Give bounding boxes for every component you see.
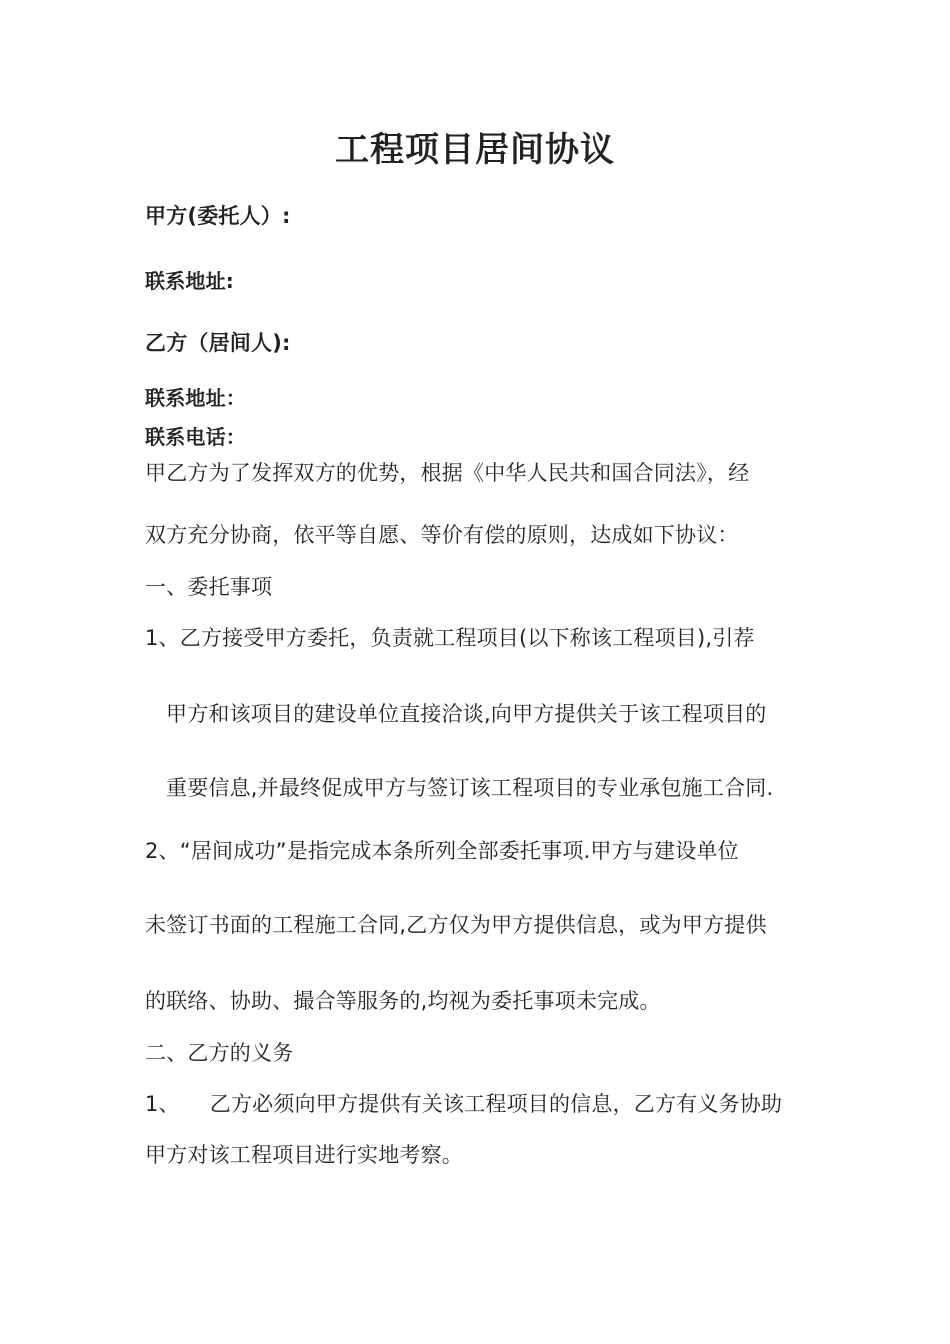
section-1-heading: 一、委托事项 (145, 575, 273, 599)
party-b-address-label: 联系地址： (145, 386, 246, 410)
section-1-item-2-text: “居间成功”是指完成本条所列全部委托事项.甲方与建设单位 (179, 839, 739, 863)
section-2-heading: 二、乙方的义务 (145, 1041, 294, 1065)
section-1-item-2-number: 2、 (145, 839, 180, 863)
section-2-item-1-number: 1、 (145, 1092, 180, 1116)
party-b-label: 乙方（居间人): (145, 331, 291, 355)
section-1-item-1-line-3: 重要信息,并最终促成甲方与签订该工程项目的专业承包施工合同. (166, 776, 774, 800)
section-1-item-1-line-2: 甲方和该项目的建设单位直接洽谈,向甲方提供关于该工程项目的 (166, 702, 767, 726)
section-1-item-2-line-1 (145, 838, 739, 864)
section-1-item-1-line-1 (145, 625, 755, 651)
document-title: 工程项目居间协议 (335, 130, 615, 170)
section-1-item-1-number: 1、 (145, 626, 180, 650)
preamble-line-1: 甲乙方为了发挥双方的优势，根据《中华人民共和国合同法》，经 (145, 461, 750, 485)
section-1-item-1-text: 乙方接受甲方委托，负责就工程项目(以下称该工程项目),引荐 (179, 626, 755, 650)
section-2-item-1-text: 乙方必须向甲方提供有关该工程项目的信息，乙方有义务协助 (209, 1092, 783, 1116)
section-2-item-1-line-1 (145, 1091, 782, 1117)
section-1-item-2-line-3: 的联络、协助、撮合等服务的,均视为委托事项未完成。 (145, 989, 661, 1013)
party-a-label: 甲方(委托人）: (145, 204, 291, 228)
section-1-item-2-line-2: 未签订书面的工程施工合同,乙方仅为甲方提供信息，或为甲方提供 (145, 913, 767, 937)
preamble-line-2: 双方充分协商，依平等自愿、等价有偿的原则，达成如下协议： (145, 523, 739, 547)
party-b-phone-label: 联系电话： (145, 425, 246, 449)
section-2-item-1-line-2: 甲方对该工程项目进行实地考察。 (145, 1143, 463, 1167)
party-a-address-label: 联系地址: (145, 269, 234, 293)
